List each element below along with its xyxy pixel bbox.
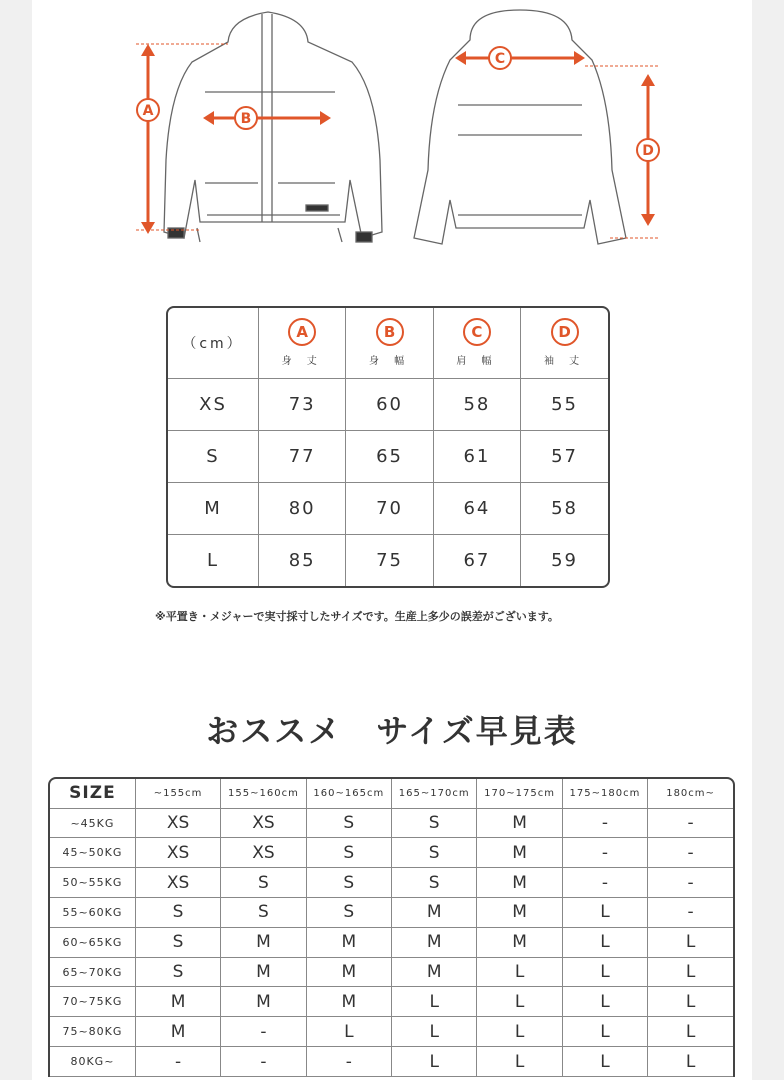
size-cell: L: [562, 927, 647, 957]
recommended-size-table: [48, 777, 735, 1077]
table-row: [50, 1017, 733, 1047]
size-cell: L: [477, 957, 562, 987]
recommend-title: おススメ サイズ早見表: [206, 712, 578, 750]
marker-c-label: C: [494, 51, 506, 67]
weight-label: 55~60KG: [50, 898, 135, 928]
size-cell: L: [648, 1017, 733, 1047]
size-cell: -: [648, 898, 733, 928]
size-cell: -: [221, 1047, 306, 1077]
value-cell: 64: [433, 483, 520, 535]
size-cell: M: [477, 808, 562, 838]
size-cell: L: [562, 987, 647, 1017]
height-header: 175~180cm: [562, 779, 647, 808]
weight-label: 50~55KG: [50, 868, 135, 898]
weight-label: 65~70KG: [50, 957, 135, 987]
size-cell: XS: [135, 838, 220, 868]
size-cell: L: [648, 927, 733, 957]
size-cell: XS: [221, 808, 306, 838]
size-cell: L: [477, 987, 562, 1017]
size-cell: L: [648, 957, 733, 987]
size-cell: S: [221, 898, 306, 928]
size-cell: S: [392, 838, 477, 868]
height-header: 180cm~: [648, 779, 733, 808]
weight-label: ~45KG: [50, 808, 135, 838]
size-cell: S: [306, 898, 391, 928]
size-cell: M: [306, 987, 391, 1017]
size-cell: S: [135, 898, 220, 928]
value-cell: 58: [521, 483, 608, 535]
value-cell: 75: [346, 535, 433, 586]
marker-b-label: B: [240, 111, 252, 127]
table-row: [168, 378, 608, 430]
value-cell: 61: [433, 430, 520, 482]
size-cell: L: [648, 987, 733, 1017]
jacket-measurement-diagram: [0, 0, 784, 260]
size-cell: XS: [135, 868, 220, 898]
size-label: S: [168, 430, 259, 482]
size-cell: -: [562, 868, 647, 898]
value-cell: 80: [259, 483, 346, 535]
weight-label: 60~65KG: [50, 927, 135, 957]
measurement-note: ※平置き・メジャーで実寸採寸したサイズです。生産上多少の誤差がございます。: [155, 610, 559, 623]
size-cell: L: [477, 1017, 562, 1047]
table-row: [50, 927, 733, 957]
value-cell: 73: [259, 378, 346, 430]
jacket-front-illustration: [164, 12, 382, 242]
size-cell: -: [562, 808, 647, 838]
size-cell: M: [392, 898, 477, 928]
size-cell: XS: [135, 808, 220, 838]
value-cell: 58: [433, 378, 520, 430]
table-row: [50, 987, 733, 1017]
size-cell: M: [477, 838, 562, 868]
size-label: XS: [168, 378, 259, 430]
size-label: L: [168, 535, 259, 586]
size-cell: S: [392, 868, 477, 898]
weight-label: 70~75KG: [50, 987, 135, 1017]
table-row: [50, 957, 733, 987]
marker-d-badge: D: [551, 318, 579, 346]
value-cell: 55: [521, 378, 608, 430]
header-cell: A 身 丈: [259, 308, 346, 378]
size-cell: L: [562, 957, 647, 987]
height-header: 165~170cm: [392, 779, 477, 808]
value-cell: 67: [433, 535, 520, 586]
size-cell: S: [306, 838, 391, 868]
weight-label: 80KG~: [50, 1047, 135, 1077]
marker-a-badge: A: [288, 318, 316, 346]
value-cell: 70: [346, 483, 433, 535]
size-cell: M: [477, 898, 562, 928]
header-cell: B 身 幅: [346, 308, 433, 378]
weight-label: 75~80KG: [50, 1017, 135, 1047]
size-label: M: [168, 483, 259, 535]
corner-label: SIZE: [50, 779, 135, 808]
size-cell: S: [135, 957, 220, 987]
unit-cell: （cm）: [168, 308, 259, 378]
jacket-back-illustration: [414, 10, 626, 244]
table-row: [168, 483, 608, 535]
size-cell: L: [306, 1017, 391, 1047]
size-cell: S: [135, 927, 220, 957]
height-header-row: [50, 779, 733, 808]
size-cell: M: [477, 927, 562, 957]
table-row: [50, 808, 733, 838]
table-row: [50, 868, 733, 898]
size-cell: M: [221, 957, 306, 987]
size-cell: M: [306, 927, 391, 957]
size-cell: L: [648, 1047, 733, 1077]
header-cell: C 肩 幅: [433, 308, 520, 378]
table-row: [50, 838, 733, 868]
header-cell: D 袖 丈: [521, 308, 608, 378]
size-cell: S: [221, 868, 306, 898]
size-cell: M: [392, 957, 477, 987]
size-cell: M: [221, 987, 306, 1017]
table-row: [50, 898, 733, 928]
size-cell: L: [562, 1047, 647, 1077]
size-cell: S: [306, 808, 391, 838]
height-header: 170~175cm: [477, 779, 562, 808]
marker-a-label: A: [142, 103, 154, 119]
size-cell: L: [562, 1017, 647, 1047]
size-cell: M: [306, 957, 391, 987]
size-cell: -: [562, 838, 647, 868]
table-row: [168, 535, 608, 586]
size-cell: -: [648, 868, 733, 898]
size-cell: M: [135, 1017, 220, 1047]
size-cell: M: [477, 868, 562, 898]
value-cell: 59: [521, 535, 608, 586]
size-cell: L: [392, 987, 477, 1017]
size-cell: L: [392, 1047, 477, 1077]
size-cell: S: [392, 808, 477, 838]
size-cell: L: [477, 1047, 562, 1077]
size-cell: L: [392, 1017, 477, 1047]
height-header: 160~165cm: [306, 779, 391, 808]
size-cell: S: [306, 868, 391, 898]
size-cell: M: [221, 927, 306, 957]
size-cell: -: [135, 1047, 220, 1077]
marker-b-badge: B: [376, 318, 404, 346]
value-cell: 65: [346, 430, 433, 482]
size-cell: M: [392, 927, 477, 957]
size-cell: L: [562, 898, 647, 928]
table-header-row: [168, 308, 608, 378]
weight-label: 45~50KG: [50, 838, 135, 868]
measurement-arrows: [136, 44, 658, 238]
height-header: 155~160cm: [221, 779, 306, 808]
size-cell: M: [135, 987, 220, 1017]
size-cell: XS: [221, 838, 306, 868]
size-cell: -: [306, 1047, 391, 1077]
value-cell: 85: [259, 535, 346, 586]
value-cell: 60: [346, 378, 433, 430]
size-cell: -: [648, 838, 733, 868]
size-measurement-table: [166, 306, 610, 588]
marker-c-badge: C: [463, 318, 491, 346]
height-header: ~155cm: [135, 779, 220, 808]
size-cell: -: [648, 808, 733, 838]
measurement-markers: [137, 47, 659, 161]
marker-d-label: D: [642, 143, 654, 159]
value-cell: 77: [259, 430, 346, 482]
size-cell: -: [221, 1017, 306, 1047]
table-row: [50, 1047, 733, 1077]
value-cell: 57: [521, 430, 608, 482]
table-row: [168, 430, 608, 482]
